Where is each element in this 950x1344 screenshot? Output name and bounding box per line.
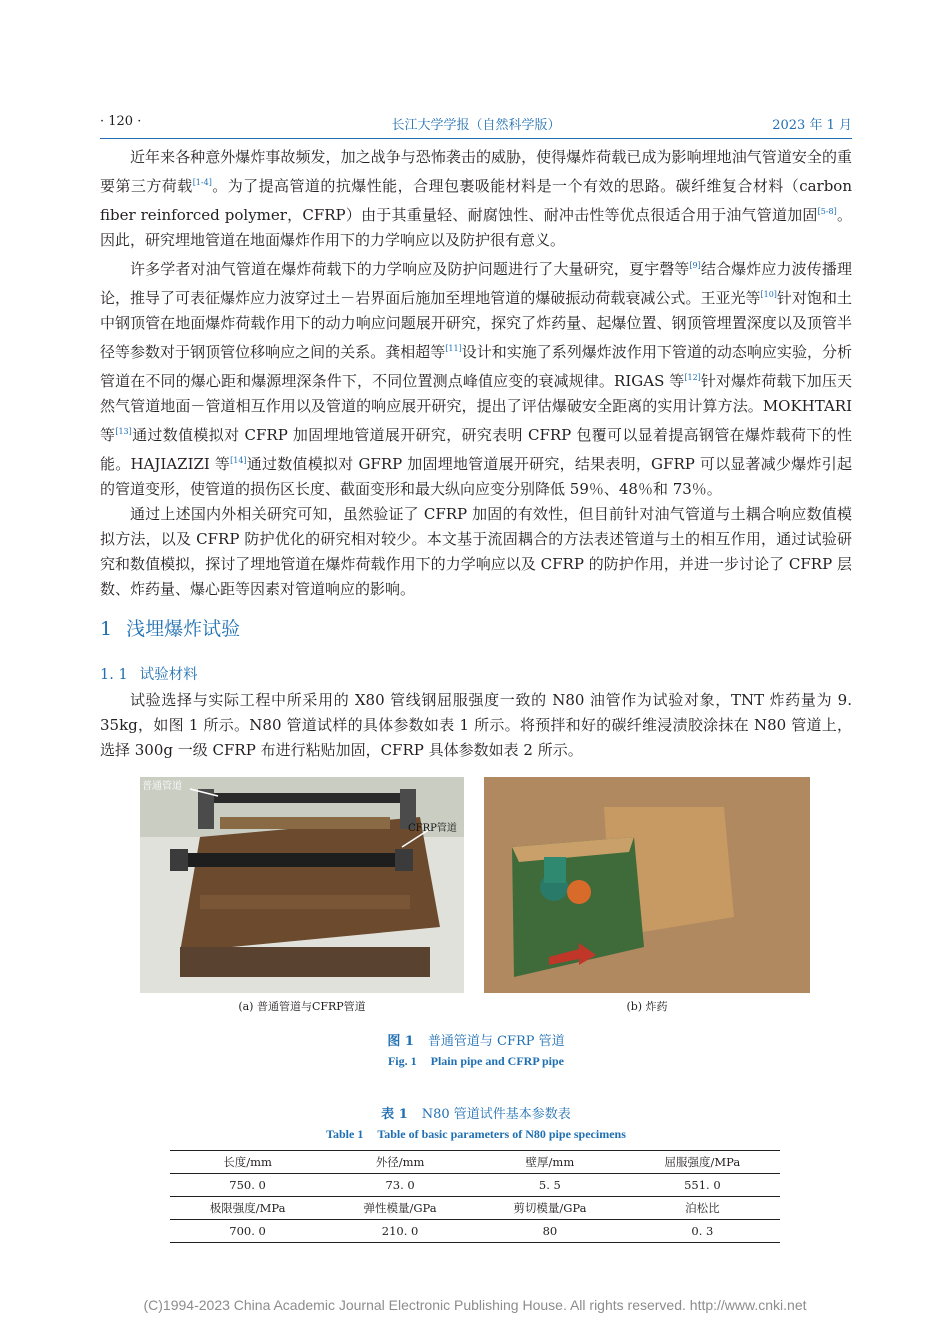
table-header-cell: 剪切模量/GPa: [475, 1197, 625, 1220]
paragraph-1: [100, 145, 852, 253]
subcaption-b: (b) 炸药: [626, 1000, 668, 1013]
subcaption-a: (a) 普通管道与CFRP管道: [238, 1000, 366, 1013]
figure-number: Fig. 1: [387, 1054, 417, 1068]
table-cell: 700. 0: [170, 1220, 325, 1243]
section-heading: [100, 614, 240, 641]
label-cfrp-pipe: CFRP管道: [408, 823, 457, 834]
table-title: N80 管道试件基本参数表: [421, 1107, 571, 1122]
figure-caption-en: [100, 1054, 852, 1069]
figure-caption-cn: [100, 1030, 852, 1049]
paragraph-2: [100, 253, 852, 502]
page-number: · 120 ·: [100, 114, 142, 129]
table-caption-cn: [100, 1103, 852, 1122]
table-header-cell: 屈服强度/MPa: [625, 1151, 780, 1174]
citation[interactable]: [12]: [684, 373, 701, 382]
pipes-illustration: [140, 777, 464, 993]
photo-explosive: [484, 777, 810, 993]
subsection-heading: [100, 663, 198, 684]
section-number: 1: [100, 618, 113, 640]
citation[interactable]: [10]: [760, 290, 777, 299]
table-cell: 73. 0: [325, 1174, 475, 1197]
table-cell: 551. 0: [625, 1174, 780, 1197]
journal-name: 长江大学学报（自然科学版）: [391, 118, 561, 133]
parameters-table: [170, 1150, 780, 1243]
table-header-cell: 泊松比: [625, 1197, 780, 1220]
text-span: 针对爆炸荷载下加压天然气管道地面－管道相互作用以及管道的响应展开研究，提出了评估爆破安全距离的实用计算方法。MOKHTARI 等: [100, 372, 852, 444]
table-header-cell: 极限强度/MPa: [170, 1197, 325, 1220]
copyright-footer: (C)1994-2023 China Academic Journal Electronic Publishing House. All rights reserved. http://www.cnki.net: [143, 1297, 807, 1313]
explosive-box-illustration: [484, 777, 810, 993]
text-span: 。因此，研究埋地管道在地面爆炸作用下的力学响应以及防护很有意义。: [100, 206, 852, 249]
table-row: [170, 1220, 780, 1243]
text-span: 。为了提高管道的抗爆性能，合理包裹吸能材料是一个有效的思路。碳纤维复合材料（carbon fiber reinforced polymer，CFRP）由于其重量轻、耐腐蚀性、耐冲击性等优点很适合用于油气管道加固: [100, 177, 852, 224]
text-span: 近年来各种意外爆炸事故频发，加之战争与恐怖袭击的威胁，使得爆炸荷载已成为影响埋地油气管道安全的重要第三方荷载: [100, 148, 852, 195]
header-divider: [100, 138, 852, 139]
table-cell: 80: [475, 1220, 625, 1243]
citation[interactable]: [9]: [689, 261, 701, 270]
paragraph-3: 通过上述国内外相关研究可知，虽然验证了 CFRP 加固的有效性，但目前针对油气管道与土耦合响应数值模拟方法，以及 CFRP 防护优化的研究相对较少。本文基于流固耦合的方法表述管道与土的相互作用，通过试验研究和数值模拟，探讨了埋地管道在爆炸荷载作用下的力学响应以及 CFRP 的防护作用，并进一步讨论了 CFRP 层数、炸药量、爆心距等因素对管道响应的影响。: [100, 505, 852, 598]
figure-title: Plain pipe and CFRP pipe: [430, 1054, 565, 1068]
table-header-cell: 外径/mm: [325, 1151, 475, 1174]
subsection-title: 试验材料: [139, 667, 198, 683]
table-row: [170, 1197, 780, 1220]
paragraph-materials: 试验选择与实际工程中所采用的 X80 管线钢屈服强度一致的 N80 油管作为试验对象，TNT 炸药量为 9. 35kg，如图 1 所示。N80 管道试样的具体参数如表 1 所示。将预拌和好的碳纤维浸渍胶涂抹在 N80 管道上，选择 300g 一级 CFRP 布进行粘贴加固，CFRP 具体参数如表 2 所示。: [100, 691, 852, 759]
figure-number: 图 1: [387, 1034, 414, 1049]
table-number: Table 1: [326, 1127, 364, 1141]
citation[interactable]: [14]: [230, 456, 247, 465]
running-header: [100, 114, 852, 136]
table-caption-en: [100, 1127, 852, 1142]
text-span: 针对饱和土中钢顶管在地面爆炸荷载作用下的动力响应问题展开研究，探究了炸药量、起爆位置、钢顶管埋置深度以及顶管半径等参数对于钢顶管位移响应之间的关系。龚相超等: [100, 289, 852, 361]
section-title: 浅埋爆炸试验: [126, 618, 241, 640]
citation[interactable]: [5-8]: [817, 207, 837, 216]
photo-pipes: [140, 777, 464, 993]
label-plain-pipe: 普通管道: [142, 781, 182, 792]
issue-date: 2023 年 1 月: [772, 118, 852, 133]
table-header-cell: 弹性模量/GPa: [325, 1197, 475, 1220]
table-row: [170, 1151, 780, 1174]
text-span: 许多学者对油气管道在爆炸荷载下的力学响应及防护问题进行了大量研究，夏宇磬等: [130, 260, 690, 278]
table-title: Table of basic parameters of N80 pipe specimens: [377, 1127, 626, 1141]
text-span: 通过数值模拟对 CFRP 加固埋地管道展开研究，研究表明 CFRP 包覆可以显着提高钢管在爆炸载荷下的性能。HAJIAZIZI 等: [100, 426, 852, 473]
table-number: 表 1: [381, 1107, 408, 1122]
citation[interactable]: [1-4]: [192, 178, 212, 187]
text-span: 通过数值模拟对 GFRP 加固埋地管道展开研究，结果表明，GFRP 可以显著减少爆炸引起的管道变形，使管道的损伤区长度、截面变形和最大纵向应变分别降低 59％、48％和 73％。: [100, 455, 852, 498]
table-header-cell: 壁厚/mm: [475, 1151, 625, 1174]
citation[interactable]: [11]: [445, 344, 462, 353]
text-span: 结合爆炸应力波传播理论，推导了可表征爆炸应力波穿过土－岩界面后施加至埋地管道的爆破振动荷载衰减公式。王亚光等: [100, 260, 852, 307]
intro-text: [100, 145, 852, 602]
text-span: 设计和实施了系列爆炸波作用下管道的动态响应实验，分析管道在不同的爆心距和爆源埋深条件下，不同位置测点峰值应变的衰减规律。RIGAS 等: [100, 343, 852, 390]
section-1-1-text: [100, 688, 852, 763]
table-cell: 210. 0: [325, 1220, 475, 1243]
figure-title: 普通管道与 CFRP 管道: [427, 1034, 565, 1049]
table-cell: 5. 5: [475, 1174, 625, 1197]
citation[interactable]: [13]: [115, 427, 132, 436]
table-cell: 750. 0: [170, 1174, 325, 1197]
table-row: [170, 1174, 780, 1197]
table-header-cell: 长度/mm: [170, 1151, 325, 1174]
table-cell: 0. 3: [625, 1220, 780, 1243]
subsection-number: 1. 1: [100, 667, 128, 683]
